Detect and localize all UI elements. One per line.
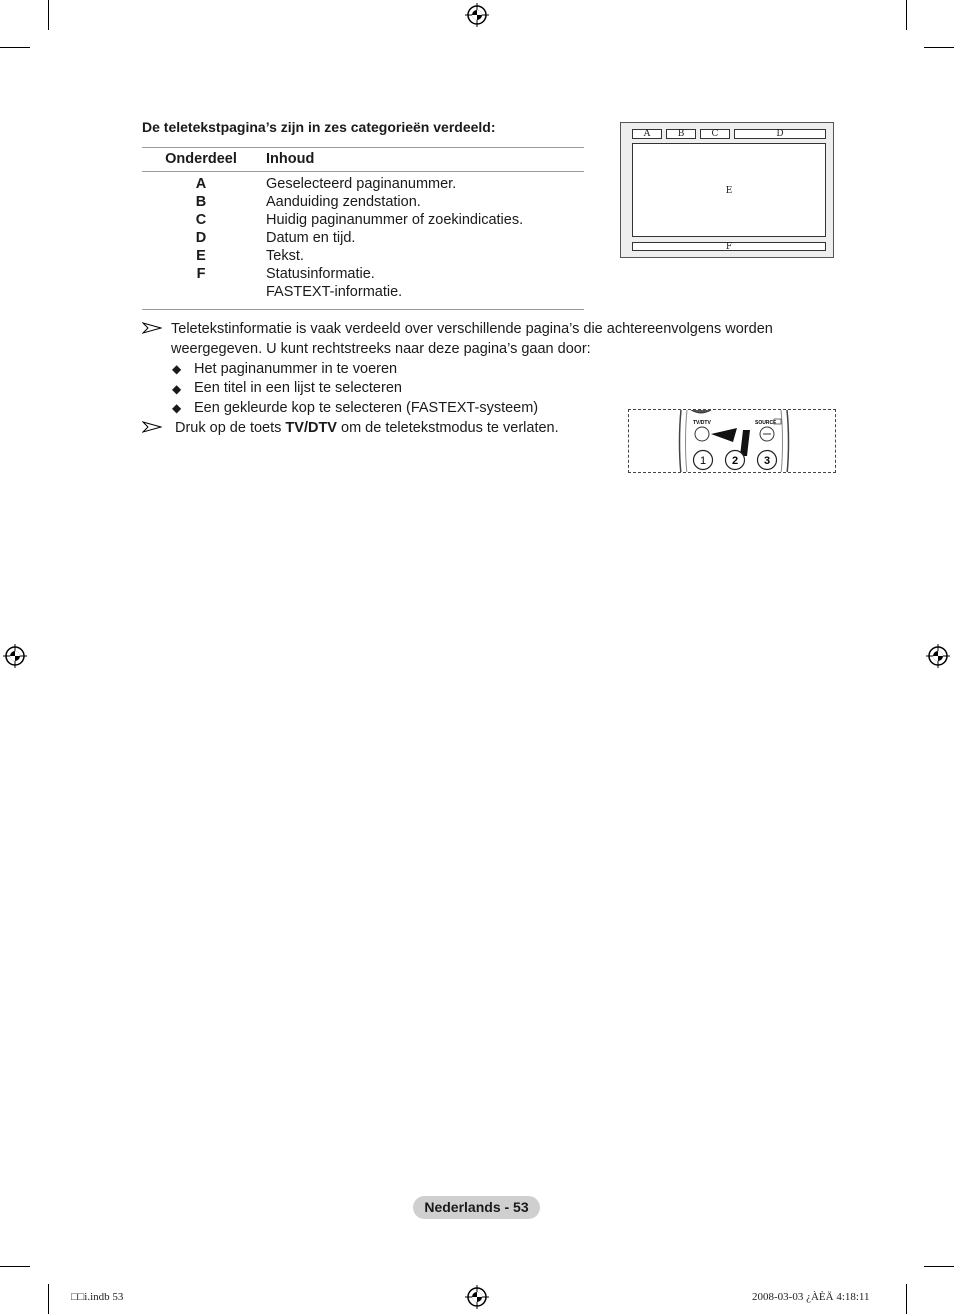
table-top-rule: [142, 147, 584, 148]
diamond-bullet-icon: ◆: [172, 382, 182, 396]
section-heading: De teletekstpagina’s zijn in zes categorieën verdeeld:: [142, 119, 496, 135]
note-text-exit: [175, 419, 559, 439]
column-header-part: Onderdeel: [165, 151, 237, 167]
registration-mark-icon: [465, 1285, 489, 1309]
tvdtv-label: TV/DTV: [693, 420, 711, 426]
bullet-text: Een titel in een lijst te selecteren: [194, 380, 402, 396]
step-1-label: 1: [699, 455, 707, 467]
row-part: B: [195, 194, 207, 210]
note-text-line: Teletekstinformatie is vaak verdeeld over verschillende pagina’s die achtereenvolgens worden: [171, 321, 773, 337]
row-content: Datum en tijd.: [266, 230, 356, 246]
row-part: E: [196, 248, 206, 264]
note-text-line: weergegeven. U kunt rechtstreeks naar deze pagina’s gaan door:: [171, 341, 591, 357]
crop-mark: [0, 47, 30, 48]
diagram-box-f: F: [632, 242, 826, 251]
print-slug-left: □□i.indb 53: [71, 1291, 124, 1303]
diagram-box-d: D: [734, 129, 826, 139]
remote-drawing: [629, 410, 836, 473]
table-bottom-rule: [142, 309, 584, 310]
note-arrow-icon: [142, 322, 162, 334]
note-text-part: Druk op de toets: [175, 420, 286, 436]
registration-mark-icon: [926, 644, 950, 668]
crop-mark: [48, 1284, 49, 1314]
diagram-box-e: E: [632, 143, 826, 237]
crop-mark: [924, 1266, 954, 1267]
row-content: Huidig paginanummer of zoekindicaties.: [266, 212, 524, 228]
step-2-label: 2: [731, 455, 739, 467]
row-content: Statusinformatie.: [266, 266, 375, 282]
row-part: F: [196, 266, 206, 282]
row-part: C: [195, 212, 207, 228]
diagram-box-a: A: [632, 129, 662, 139]
source-label: SOURCE: [755, 420, 777, 426]
row-content: FASTEXT-informatie.: [266, 284, 403, 300]
table-header-rule: [142, 171, 584, 172]
registration-mark-icon: [465, 3, 489, 27]
row-content: Geselecteerd paginanummer.: [266, 176, 457, 192]
remote-control-illustration: [628, 409, 836, 473]
diamond-bullet-icon: ◆: [172, 362, 182, 376]
registration-mark-icon: [3, 644, 27, 668]
crop-mark: [906, 1284, 907, 1314]
diagram-box-b: B: [666, 129, 696, 139]
note-text-part: om de teletekstmodus te verlaten.: [336, 420, 559, 436]
crop-mark: [924, 47, 954, 48]
crop-mark: [0, 1266, 30, 1267]
note-arrow-icon: [142, 421, 162, 433]
row-part: A: [195, 176, 207, 192]
crop-mark: [48, 0, 49, 30]
print-slug-right: 2008-03-03 ¿ÀÈÄ 4:18:11: [752, 1291, 870, 1303]
bullet-text: Een gekleurde kop te selecteren (FASTEXT-systeem): [194, 400, 539, 416]
page-number-badge: Nederlands - 53: [413, 1196, 540, 1219]
tv-dtv-key-label: TV/DTV: [285, 420, 337, 436]
column-header-content: Inhoud: [266, 151, 315, 167]
row-content: Aanduiding zendstation.: [266, 194, 421, 210]
teletext-layout-diagram: [620, 122, 834, 258]
crop-mark: [906, 0, 907, 30]
step-3-label: 3: [763, 455, 771, 467]
bullet-text: Het paginanummer in te voeren: [194, 361, 398, 377]
diagram-box-c: C: [700, 129, 730, 139]
diamond-bullet-icon: ◆: [172, 401, 182, 415]
row-content: Tekst.: [266, 248, 304, 264]
row-part: D: [195, 230, 207, 246]
